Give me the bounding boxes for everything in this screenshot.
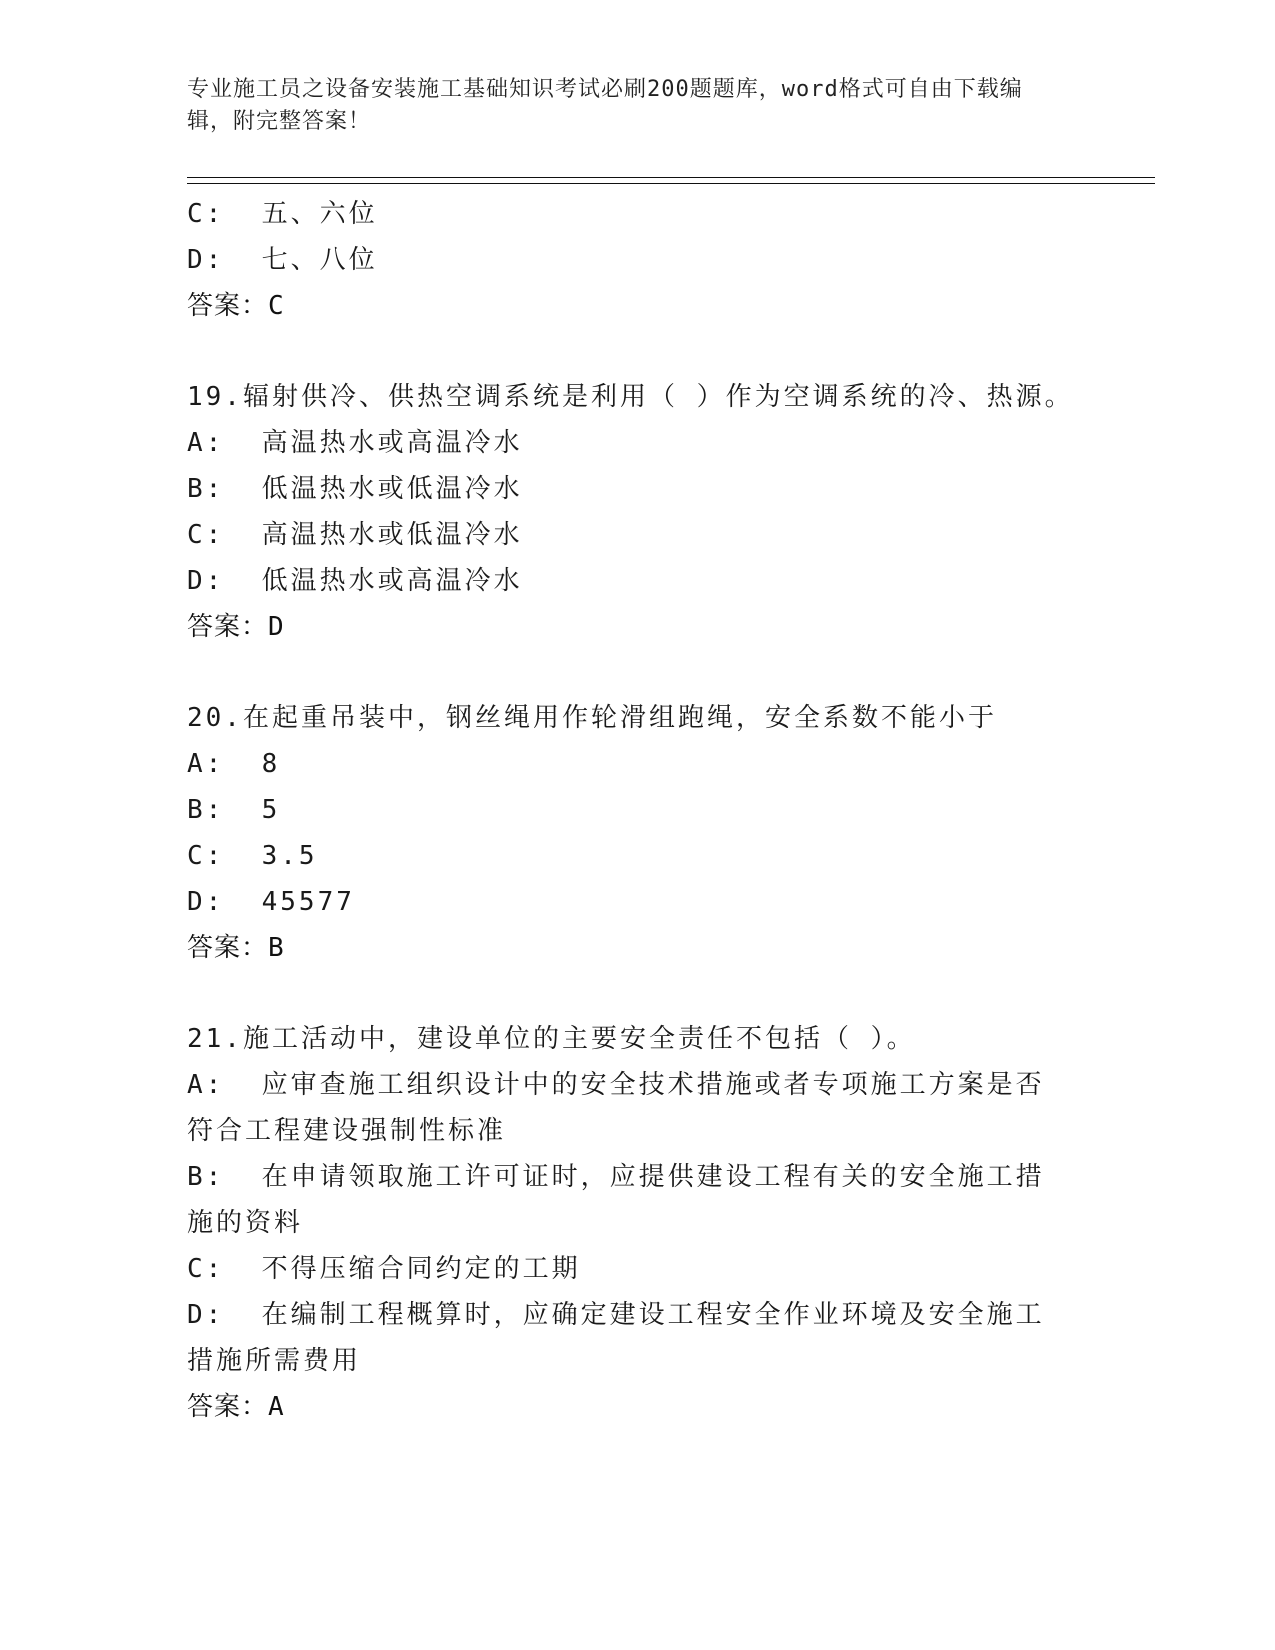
option-line: D: 45577 [187, 887, 355, 917]
option-line: B: 5 [187, 795, 281, 825]
option-line: C: 高温热水或低温冷水 [187, 520, 523, 550]
question-block-20 [187, 695, 1087, 971]
option-line: B: 在申请领取施工许可证时，应提供建设工程有关的安全施工措施的资料 [187, 1162, 1045, 1238]
question-content [187, 191, 1087, 1430]
question-stem: 20.在起重吊装中，钢丝绳用作轮滑组跑绳，安全系数不能小于 [187, 703, 997, 733]
question-stem: 21.施工活动中，建设单位的主要安全责任不包括（ ）。 [187, 1024, 916, 1054]
option-line: A: 8 [187, 749, 281, 779]
header-divider-bottom [187, 183, 1155, 184]
header-divider-top [187, 177, 1155, 178]
question-block-21 [187, 1016, 1087, 1430]
question-stem: 19.辐射供冷、供热空调系统是利用（ ）作为空调系统的冷、热源。 [187, 382, 1074, 412]
answer-line: 答案：B [187, 933, 285, 963]
option-line: C: 3.5 [187, 841, 318, 871]
answer-line: 答案：C [187, 291, 285, 321]
answer-line: 答案：D [187, 612, 285, 642]
document-header-title: 专业施工员之设备安装施工基础知识考试必刷200题题库，word格式可自由下载编辑，附完整答案！ [187, 77, 1023, 134]
question-block-19 [187, 374, 1087, 650]
option-line: A: 高温热水或高温冷水 [187, 428, 523, 458]
question-block-prev [187, 191, 1087, 329]
answer-line: 答案：A [187, 1392, 285, 1422]
option-line: D: 在编制工程概算时，应确定建设工程安全作业环境及安全施工措施所需费用 [187, 1300, 1045, 1376]
option-line: D: 七、八位 [187, 245, 378, 275]
option-line: D: 低温热水或高温冷水 [187, 566, 523, 596]
option-line: B: 低温热水或低温冷水 [187, 474, 523, 504]
option-line: A: 应审查施工组织设计中的安全技术措施或者专项施工方案是否符合工程建设强制性标准 [187, 1070, 1045, 1146]
option-line: C: 五、六位 [187, 199, 378, 229]
option-line: C: 不得压缩合同约定的工期 [187, 1254, 581, 1284]
